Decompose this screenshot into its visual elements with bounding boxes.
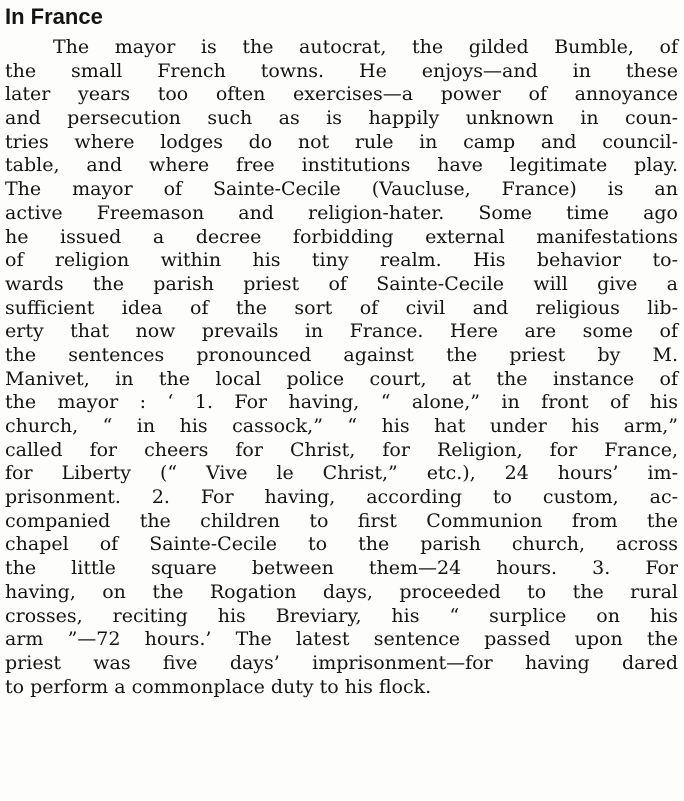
article-line: prisonment. 2. For having, according to custom, ac-: [5, 486, 678, 509]
article-line: for Liberty (“ Vive le Christ,” etc.), 24 hours’ im-: [5, 462, 678, 485]
article-line: of religion within his tiny realm. His behavior to-: [5, 249, 678, 272]
article-body: [5, 36, 678, 699]
article-line: companied the children to first Communion from the: [5, 509, 678, 532]
article-line: the sentences pronounced against the priest by M.: [5, 343, 678, 366]
article-title: In France: [5, 4, 103, 29]
article-line: the little square between them—24 hours. 3. For: [5, 557, 678, 580]
article-line: tries where lodges do not rule in camp and council-: [5, 130, 678, 153]
article-line: table, and where free institutions have legitimate play.: [5, 154, 678, 177]
article-line: erty that now prevails in France. Here are some of: [5, 320, 678, 343]
article-line: arm ”—72 hours.’ The latest sentence passed upon the: [5, 628, 678, 651]
article-line: chapel of Sainte-Cecile to the parish church, across: [5, 533, 678, 556]
article-line: to perform a commonplace duty to his flock.: [5, 675, 432, 698]
article-line: the small French towns. He enjoys—and in these: [5, 59, 678, 82]
article-line: church, “ in his cassock,” “ his hat under his arm,”: [5, 415, 678, 437]
article-line: wards the parish priest of Sainte-Cecile will give a: [5, 272, 678, 295]
article-line: having, on the Rogation days, proceeded to the rural: [5, 580, 678, 603]
article-line: later years too often exercises—a power of annoyance: [5, 83, 678, 106]
article-line: the mayor : ‘ 1. For having, “ alone,” in front of his: [5, 391, 678, 414]
article-line: he issued a decree forbidding external manifestations: [5, 225, 678, 248]
article-line: The mayor of Sainte-Cecile (Vaucluse, France) is an: [5, 178, 678, 201]
article-line: and persecution such as is happily unknown in coun-: [5, 107, 678, 130]
article-line: called for cheers for Christ, for Religion, for France,: [5, 438, 678, 461]
article-line: priest was five days’ imprisonment—for having dared: [5, 651, 678, 674]
article-line: active Freemason and religion-hater. Some time ago: [5, 201, 678, 224]
article-line: The mayor is the autocrat, the gilded Bumble, of: [53, 36, 678, 58]
article-line: sufficient idea of the sort of civil and religious lib-: [5, 296, 678, 319]
article-line: crosses, reciting his Breviary, his “ surplice on his: [5, 604, 678, 627]
article-line: Manivet, in the local police court, at the instance of: [5, 367, 678, 390]
